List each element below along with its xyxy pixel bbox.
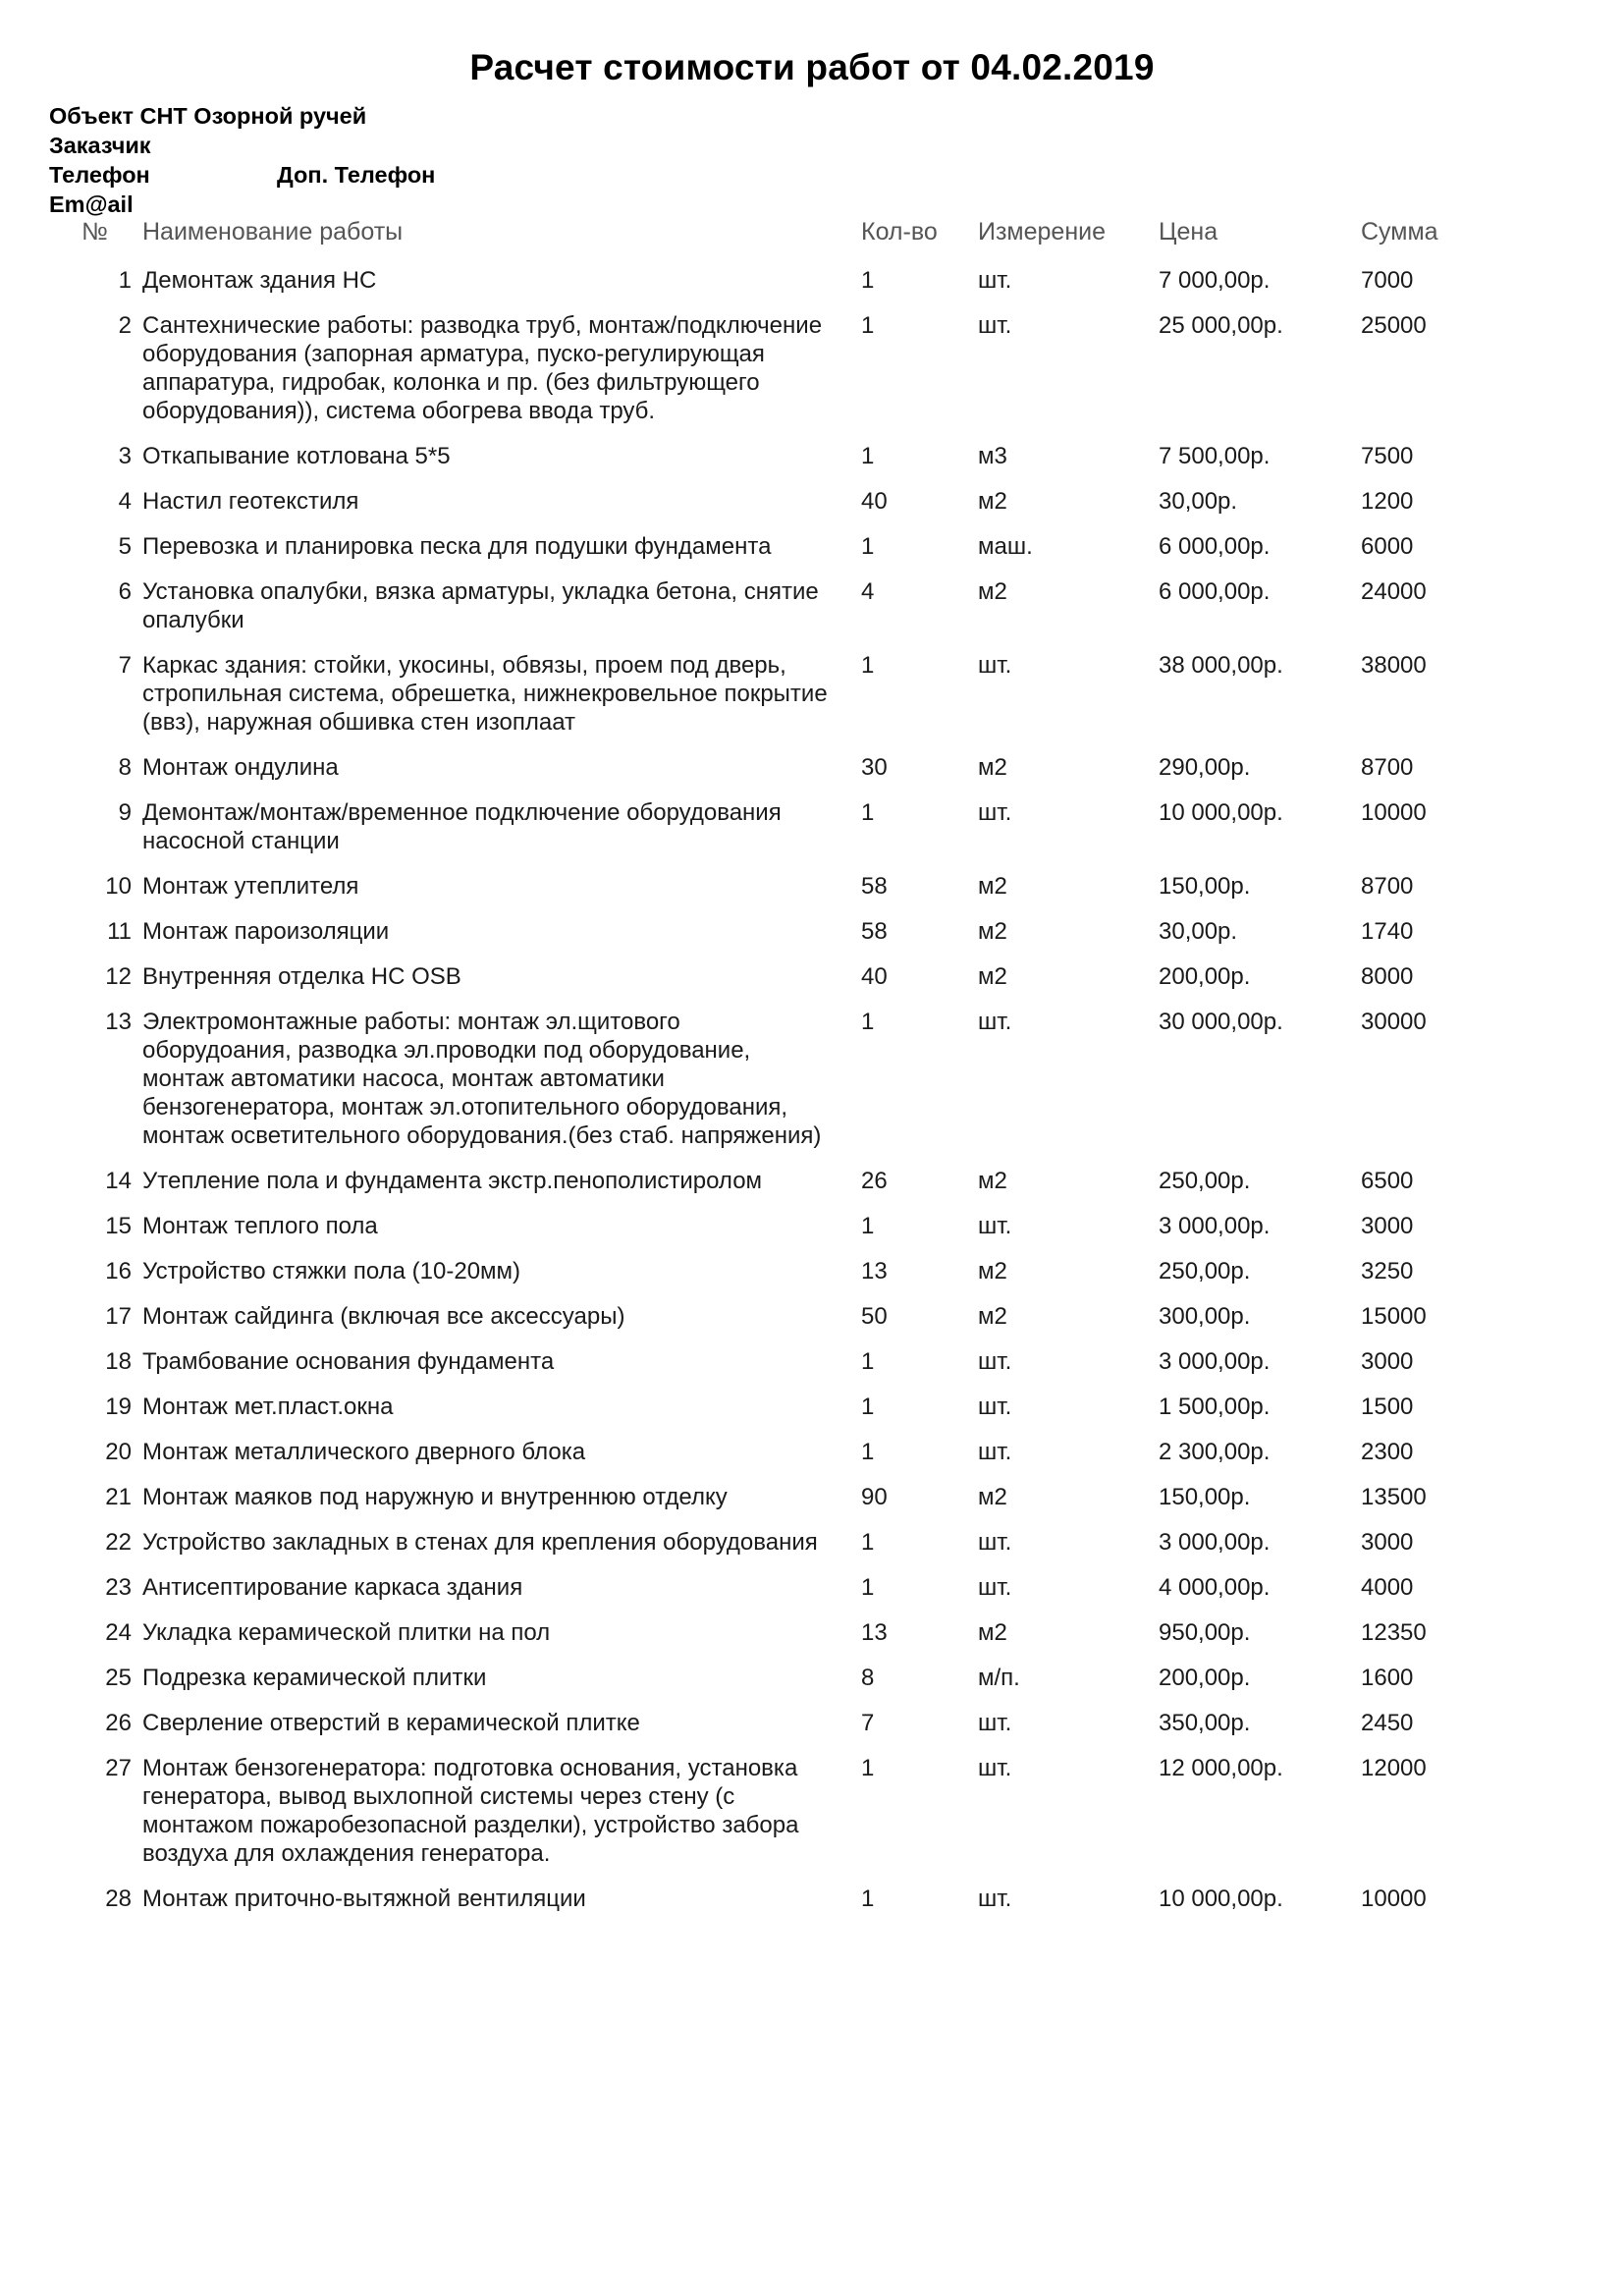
price: 3 000,00р.	[1159, 1213, 1271, 1239]
unit: м2	[978, 1303, 1007, 1330]
work-name: Монтаж теплого пола	[142, 1213, 378, 1239]
quantity: 1	[861, 533, 875, 560]
table-row	[0, 1212, 1624, 1257]
quantity: 4	[861, 578, 875, 605]
sum: 13500	[1361, 1484, 1427, 1510]
row-number: 23	[105, 1574, 132, 1601]
table-row	[0, 1347, 1624, 1393]
work-name: Устройство стяжки пола (10-20мм)	[142, 1258, 521, 1285]
row-number: 22	[105, 1529, 132, 1556]
work-name: Демонтаж здания НС	[142, 267, 377, 294]
unit: м2	[978, 488, 1007, 515]
work-name: Монтаж сайдинга (включая все аксессуары)	[142, 1303, 625, 1330]
quantity: 1	[861, 267, 875, 294]
table-row	[0, 1302, 1624, 1347]
work-name: Монтаж мет.пласт.окна	[142, 1394, 394, 1420]
unit: шт.	[978, 1213, 1012, 1239]
sum: 38000	[1361, 652, 1427, 679]
work-name: Откапывание котлована 5*5	[142, 443, 451, 469]
quantity: 1	[861, 799, 875, 826]
price: 350,00р.	[1159, 1710, 1251, 1736]
quantity: 1	[861, 1439, 875, 1465]
sum: 6500	[1361, 1168, 1414, 1194]
row-number: 5	[118, 533, 132, 560]
phone-line	[49, 160, 436, 190]
row-number: 12	[105, 963, 132, 990]
price: 10 000,00р.	[1159, 799, 1283, 826]
price: 200,00р.	[1159, 963, 1251, 990]
unit: шт.	[978, 1886, 1012, 1912]
sum: 30000	[1361, 1009, 1427, 1035]
table-row	[0, 1438, 1624, 1483]
work-name: Демонтаж/монтаж/временное подключение оборудования насосной станции	[142, 799, 782, 854]
row-number: 6	[118, 578, 132, 605]
work-name: Сантехнические работы: разводка труб, монтаж/подключение оборудования (запорная арматура, пуско-регулирующая аппаратура, гидробак, колонка и пр. (без фильтрующего оборудования)), система обогрева ввода труб.	[142, 312, 823, 424]
quantity: 13	[861, 1258, 888, 1285]
unit: шт.	[978, 1710, 1012, 1736]
quantity: 1	[861, 1529, 875, 1556]
extra-phone-label: Доп. Телефон	[277, 162, 436, 188]
sum: 2450	[1361, 1710, 1414, 1736]
quantity: 50	[861, 1303, 888, 1330]
unit: м2	[978, 754, 1007, 781]
sum: 1740	[1361, 918, 1414, 945]
quantity: 1	[861, 1213, 875, 1239]
table-row	[0, 311, 1624, 442]
sum: 3000	[1361, 1213, 1414, 1239]
work-name: Монтаж утеплителя	[142, 873, 359, 900]
row-number: 11	[107, 918, 132, 945]
sum: 1200	[1361, 488, 1414, 515]
price: 1 500,00р.	[1159, 1394, 1271, 1420]
sum: 6000	[1361, 533, 1414, 560]
unit: м2	[978, 1168, 1007, 1194]
sum: 8000	[1361, 963, 1414, 990]
sum: 2300	[1361, 1439, 1414, 1465]
table-row	[0, 1528, 1624, 1573]
price: 200,00р.	[1159, 1665, 1251, 1691]
sum: 1600	[1361, 1665, 1414, 1691]
price: 150,00р.	[1159, 1484, 1251, 1510]
row-number: 1	[118, 267, 132, 294]
unit: м2	[978, 873, 1007, 900]
sum: 25000	[1361, 312, 1427, 339]
unit: м/п.	[978, 1665, 1020, 1691]
work-name: Монтаж ондулина	[142, 754, 339, 781]
column-header-num: №	[81, 218, 108, 246]
row-number: 14	[105, 1168, 132, 1194]
column-header-unit: Измерение	[978, 218, 1107, 246]
unit: шт.	[978, 312, 1012, 339]
work-name: Утепление пола и фундамента экстр.пенополистиролом	[142, 1168, 763, 1194]
quantity: 13	[861, 1619, 888, 1646]
table-row	[0, 1754, 1624, 1885]
sum: 8700	[1361, 754, 1414, 781]
quantity: 58	[861, 918, 888, 945]
price: 6 000,00р.	[1159, 578, 1271, 605]
table-row	[0, 532, 1624, 577]
price: 2 300,00р.	[1159, 1439, 1271, 1465]
price: 30,00р.	[1159, 918, 1238, 945]
price: 150,00р.	[1159, 873, 1251, 900]
table-row	[0, 1885, 1624, 1930]
row-number: 13	[105, 1009, 132, 1035]
row-number: 21	[105, 1484, 132, 1510]
work-name: Перевозка и планировка песка для подушки фундамента	[142, 533, 772, 560]
price: 38 000,00р.	[1159, 652, 1283, 679]
table-row	[0, 1393, 1624, 1438]
unit: шт.	[978, 799, 1012, 826]
price: 300,00р.	[1159, 1303, 1251, 1330]
table-row	[0, 442, 1624, 487]
row-number: 7	[118, 652, 132, 679]
table-row	[0, 798, 1624, 872]
quantity: 40	[861, 963, 888, 990]
row-number: 27	[105, 1755, 132, 1781]
sum: 10000	[1361, 1886, 1427, 1912]
row-number: 16	[105, 1258, 132, 1285]
table-row	[0, 1709, 1624, 1754]
work-name: Монтаж приточно-вытяжной вентиляции	[142, 1886, 586, 1912]
column-header-name: Наименование работы	[142, 218, 404, 246]
column-header-qty: Кол-во	[861, 218, 938, 246]
work-name: Монтаж бензогенератора: подготовка основания, установка генератора, вывод выхлопной системы через стену (с монтажом пожаробезопасной разделки), устройство забора воздуха для охлаждения генератора.	[142, 1755, 799, 1867]
table-row	[0, 872, 1624, 917]
sum: 4000	[1361, 1574, 1414, 1601]
quantity: 1	[861, 312, 875, 339]
table-row	[0, 1483, 1624, 1528]
price: 25 000,00р.	[1159, 312, 1283, 339]
quantity: 1	[861, 443, 875, 469]
price: 7 500,00р.	[1159, 443, 1271, 469]
sum: 8700	[1361, 873, 1414, 900]
work-name: Устройство закладных в стенах для крепления оборудования	[142, 1529, 818, 1556]
table-row	[0, 487, 1624, 532]
work-name: Каркас здания: стойки, укосины, обвязы, проем под дверь, стропильная система, обрешетка, нижнекровельное покрытие (ввз), наружная обшивка стен изоплаат	[142, 652, 828, 736]
quantity: 7	[861, 1710, 875, 1736]
work-name: Антисептирование каркаса здания	[142, 1574, 523, 1601]
unit: шт.	[978, 1394, 1012, 1420]
table-row	[0, 1618, 1624, 1664]
document-title: Расчет стоимости работ от 04.02.2019	[469, 47, 1155, 87]
sum: 24000	[1361, 578, 1427, 605]
row-number: 4	[118, 488, 132, 515]
column-header-price: Цена	[1159, 218, 1218, 246]
quantity: 90	[861, 1484, 888, 1510]
row-number: 17	[105, 1303, 132, 1330]
phone-label: Телефон	[49, 162, 150, 188]
sum: 12350	[1361, 1619, 1427, 1646]
sum: 7500	[1361, 443, 1414, 469]
row-number: 20	[105, 1439, 132, 1465]
unit: м2	[978, 1484, 1007, 1510]
row-number: 15	[105, 1213, 132, 1239]
work-name: Монтаж маяков под наружную и внутреннюю отделку	[142, 1484, 728, 1510]
work-name: Установка опалубки, вязка арматуры, укладка бетона, снятие опалубки	[142, 578, 819, 633]
sum: 15000	[1361, 1303, 1427, 1330]
sum: 12000	[1361, 1755, 1427, 1781]
table-row	[0, 917, 1624, 962]
unit: м2	[978, 1619, 1007, 1646]
unit: м2	[978, 1258, 1007, 1285]
unit: шт.	[978, 267, 1012, 294]
unit: м2	[978, 578, 1007, 605]
sum: 3000	[1361, 1529, 1414, 1556]
work-name: Подрезка керамической плитки	[142, 1665, 487, 1691]
quantity: 1	[861, 1886, 875, 1912]
unit: маш.	[978, 533, 1033, 560]
work-name: Сверление отверстий в керамической плитке	[142, 1710, 640, 1736]
price: 6 000,00р.	[1159, 533, 1271, 560]
unit: шт.	[978, 1529, 1012, 1556]
price: 12 000,00р.	[1159, 1755, 1283, 1781]
sum: 10000	[1361, 799, 1427, 826]
row-number: 25	[105, 1665, 132, 1691]
table-row	[0, 1573, 1624, 1618]
quantity: 1	[861, 1348, 875, 1375]
table-row	[0, 962, 1624, 1008]
quantity: 30	[861, 754, 888, 781]
object-line: Объект СНТ Озорной ручей	[49, 103, 367, 129]
table-row	[0, 1008, 1624, 1167]
work-name: Электромонтажные работы: монтаж эл.щитового оборудоания, разводка эл.проводки под оборудование, монтаж автоматики насоса, монтаж автоматики бензогенератора, монтаж эл.отопительного оборудования, монтаж осветительного оборудования.(без стаб. напряжения)	[142, 1009, 822, 1149]
quantity: 26	[861, 1168, 888, 1194]
price: 30 000,00р.	[1159, 1009, 1283, 1035]
email-line: Em@ail	[49, 191, 134, 217]
work-name: Настил геотекстиля	[142, 488, 359, 515]
works-table	[0, 266, 1624, 1930]
row-number: 28	[105, 1886, 132, 1912]
table-row	[0, 1664, 1624, 1709]
row-number: 3	[118, 443, 132, 469]
customer-info	[49, 101, 436, 219]
quantity: 8	[861, 1665, 875, 1691]
row-number: 10	[105, 873, 132, 900]
table-row	[0, 1257, 1624, 1302]
quantity: 1	[861, 1009, 875, 1035]
table-row	[0, 753, 1624, 798]
sum: 1500	[1361, 1394, 1414, 1420]
unit: м2	[978, 963, 1007, 990]
row-number: 18	[105, 1348, 132, 1375]
price: 250,00р.	[1159, 1258, 1251, 1285]
sum: 3000	[1361, 1348, 1414, 1375]
quantity: 1	[861, 1574, 875, 1601]
table-row	[0, 266, 1624, 311]
work-name: Внутренняя отделка НС OSB	[142, 963, 461, 990]
quantity: 58	[861, 873, 888, 900]
price: 950,00р.	[1159, 1619, 1251, 1646]
price: 3 000,00р.	[1159, 1348, 1271, 1375]
work-name: Монтаж металлического дверного блока	[142, 1439, 586, 1465]
price: 4 000,00р.	[1159, 1574, 1271, 1601]
price: 290,00р.	[1159, 754, 1251, 781]
row-number: 8	[118, 754, 132, 781]
price: 10 000,00р.	[1159, 1886, 1283, 1912]
table-row	[0, 1167, 1624, 1212]
table-row	[0, 651, 1624, 753]
sum: 3250	[1361, 1258, 1414, 1285]
unit: шт.	[978, 1755, 1012, 1781]
unit: шт.	[978, 1009, 1012, 1035]
quantity: 1	[861, 1394, 875, 1420]
unit: шт.	[978, 1574, 1012, 1601]
table-row	[0, 577, 1624, 651]
unit: шт.	[978, 1439, 1012, 1465]
work-name: Трамбование основания фундамента	[142, 1348, 555, 1375]
price: 30,00р.	[1159, 488, 1238, 515]
column-header-sum: Сумма	[1361, 218, 1438, 246]
price: 3 000,00р.	[1159, 1529, 1271, 1556]
customer-line: Заказчик	[49, 133, 151, 158]
unit: м3	[978, 443, 1007, 469]
price: 7 000,00р.	[1159, 267, 1271, 294]
quantity: 1	[861, 1755, 875, 1781]
row-number: 9	[118, 799, 132, 826]
sum: 7000	[1361, 267, 1414, 294]
row-number: 26	[105, 1710, 132, 1736]
table-header	[0, 218, 1624, 251]
unit: шт.	[978, 652, 1012, 679]
work-name: Монтаж пароизоляции	[142, 918, 390, 945]
quantity: 1	[861, 652, 875, 679]
unit: м2	[978, 918, 1007, 945]
row-number: 19	[105, 1394, 132, 1420]
row-number: 2	[118, 312, 132, 339]
price: 250,00р.	[1159, 1168, 1251, 1194]
unit: шт.	[978, 1348, 1012, 1375]
work-name: Укладка керамической плитки на пол	[142, 1619, 551, 1646]
row-number: 24	[105, 1619, 132, 1646]
quantity: 40	[861, 488, 888, 515]
